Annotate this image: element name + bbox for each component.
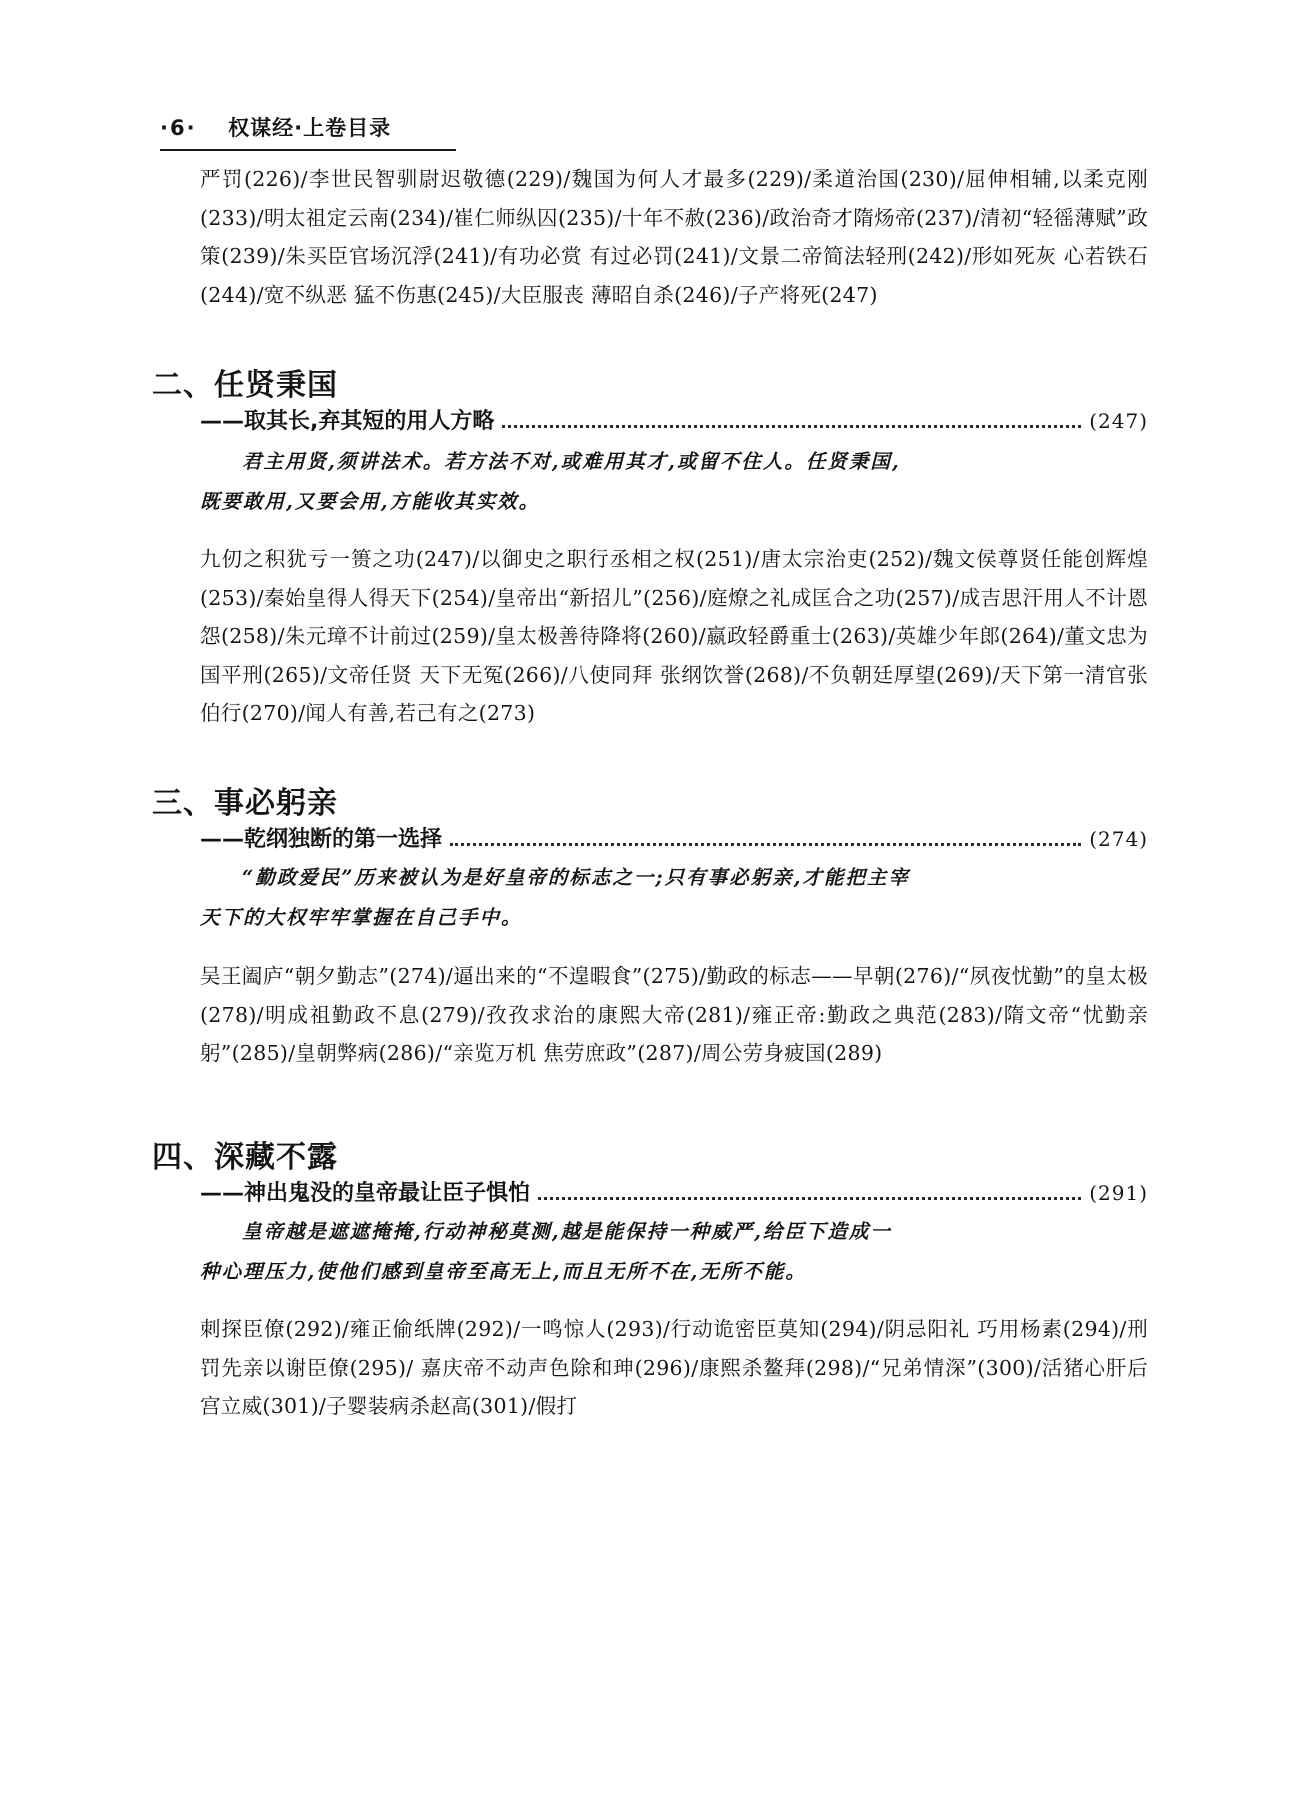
section-abstract xyxy=(200,858,1080,938)
section-abstract xyxy=(200,1212,1080,1292)
running-header xyxy=(160,112,1060,146)
section-page-ref: (291) xyxy=(1089,1181,1148,1205)
section-entries: 吴王阖庐“朝夕勤志”(274)/逼出来的“不遑暇食”(275)/勤政的标志——早朝(276)/“夙夜忧勤”的皇太极(278)/明成祖勤政不息(279)/孜孜求治的康熙大帝(281)/雍正帝:勤政之典范(283)/隋文帝“忧勤亲躬”(285)/皇朝弊病(286)/“亲览万机 焦劳庶政”(287)/周公劳身疲国(289) xyxy=(200,964,1148,1065)
dot-leader xyxy=(450,843,1081,846)
header-underline xyxy=(160,149,456,151)
section-subtitle: ——取其长,弃其短的用人方略 xyxy=(200,409,495,434)
section-page-ref: (247) xyxy=(1089,409,1148,433)
section-title-3: 三、事必躬亲 xyxy=(152,786,338,821)
section-abstract xyxy=(200,442,1080,522)
section-entries: 刺探臣僚(292)/雍正偷纸牌(292)/一鸣惊人(293)/行动诡密臣莫知(294)/阴忌阳礼 巧用杨素(294)/刑罚先亲以谢臣僚(295)/ 嘉庆帝不动声色除和珅(296)/康熙杀鳌拜(298)/“兄弟情深”(300)/活猪心肝后宫立威(301)/子婴装病杀赵高(301)/假打 xyxy=(200,1317,1148,1418)
abstract-line: 既要敢用,又要会用,方能收其实效。 xyxy=(200,490,541,513)
dot-leader xyxy=(538,1197,1081,1200)
dot-leader xyxy=(502,425,1081,428)
section-title-2: 二、任贤秉国 xyxy=(152,368,338,403)
section-subtitle: ——神出鬼没的皇帝最让臣子惧怕 xyxy=(200,1181,531,1206)
intro-entries: 严罚(226)/李世民智驯尉迟敬德(229)/魏国为何人才最多(229)/柔道治国(230)/屈伸相辅,以柔克刚(233)/明太祖定云南(234)/崔仁师纵囚(235)/十年不赦(236)/政治奇才隋炀帝(237)/清初“轻徭薄赋”政策(239)/朱买臣官场沉浮(241)/有功必赏 有过必罚(241)/文景二帝简法轻刑(242)/形如死灰 心若铁石(244)/宽不纵恶 猛不伤惠(245)/大臣服丧 薄昭自杀(246)/子产将死(247) xyxy=(200,167,1148,307)
section-page-ref: (274) xyxy=(1089,827,1148,851)
toc-entry-section-4[interactable] xyxy=(200,1176,1148,1210)
toc-entry-section-3[interactable] xyxy=(200,822,1148,856)
section-subtitle: ——乾纲独断的第一选择 xyxy=(200,827,443,852)
section-title-4: 四、深藏不露 xyxy=(152,1140,338,1175)
abstract-line: 皇帝越是遮遮掩掩,行动神秘莫测,越是能保持一种威严,给臣下造成一 xyxy=(242,1220,892,1243)
running-title: 权谋经·上卷目录 xyxy=(228,116,392,140)
abstract-line: “勤政爱民”历来被认为是好皇帝的标志之一;只有事必躬亲,才能把主宰 xyxy=(242,866,910,889)
section-entries: 九仞之积犹亏一篑之功(247)/以御史之职行丞相之权(251)/唐太宗治吏(252)/魏文侯尊贤任能创辉煌(253)/秦始皇得人得天下(254)/皇帝出“新招儿”(256)/庭燎之礼成匡合之功(257)/成吉思汗用人不计恩怨(258)/朱元璋不计前过(259)/皇太极善待降将(260)/嬴政轻爵重士(263)/英雄少年郎(264)/董文忠为国平刑(265)/文帝任贤 天下无冤(266)/八使同拜 张纲饮誉(268)/不负朝廷厚望(269)/天下第一清官张伯行(270)/闻人有善,若己有之(273) xyxy=(200,547,1148,725)
page-number: ·6· xyxy=(160,116,197,140)
abstract-line: 君主用贤,须讲法术。若方法不对,或难用其才,或留不住人。任贤秉国, xyxy=(242,450,901,473)
toc-entry-section-2[interactable] xyxy=(200,404,1148,438)
abstract-line: 天下的大权牢牢掌握在自己手中。 xyxy=(200,906,523,929)
abstract-line: 种心理压力,使他们感到皇帝至高无上,而且无所不在,无所不能。 xyxy=(200,1260,807,1283)
